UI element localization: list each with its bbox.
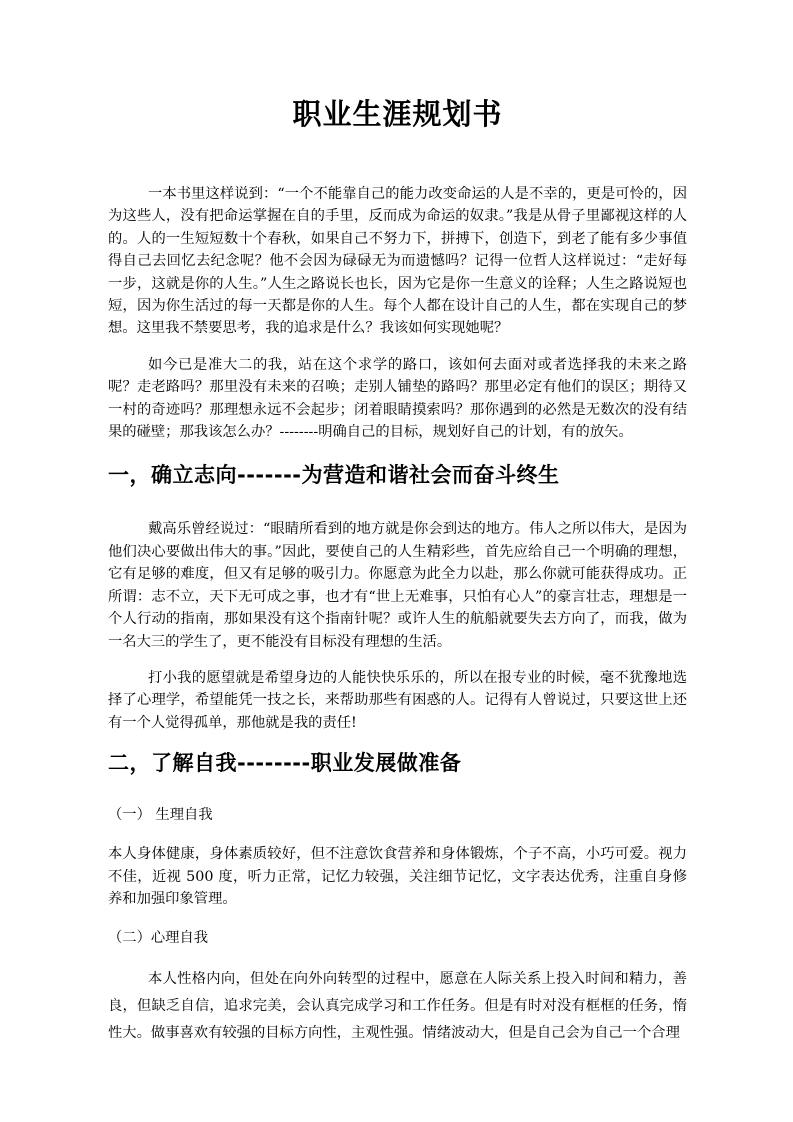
intro-paragraph-2: 如今已是准大二的我，站在这个求学的路口，该如何去面对或者选择我的未来之路呢？走老路吗？那里没有未来的召唤；走别人铺垫的路吗？那里必定有他们的误区；期待又一村的奇迹吗？那理想永远不会起步；闭着眼睛摸索吗？那你遇到的必然是无数次的没有结果的碰壁；那我该怎么办？--------明确自己的目标，规划好自己的计划，有的放矢。 [108,356,687,441]
section-1-heading: 一，确立志向-------为营造和谐社会而奋斗终生 [108,463,560,488]
section-1-paragraph-1: 戴高乐曾经说过：“眼睛所看到的地方就是你会到达的地方。伟人之所以伟大，是因为他们决心要做出伟大的事。”因此，要使自己的人生精彩些，首先应给自己一个明确的理想，它有足够的难度，但又有足够的吸引力。你愿意为此全力以赴，那么你就可能获得成功。正所谓：志不立，天下无可成之事，也才有“世上无难事，只怕有心人”的豪言壮志，理想是一个人行动的指南，那如果没有这个指南针呢？或许人生的航船就要失去方向了，而我，做为一名大三的学生了，更不能没有目标没有理想的生活。 [108,521,687,650]
section-1-paragraph-2: 打小我的愿望就是希望身边的人能快快乐乐的，所以在报专业的时候，毫不犹豫地选择了心理学，希望能凭一技之长，来帮助那些有困惑的人。记得有人曾说过，只要这世上还有一个人觉得孤单，那他就是我的责任! [108,669,687,731]
intro-paragraph-1: 一本书里这样说到：“一个不能靠自己的能力改变命运的人是不幸的，更是可怜的，因为这些人，没有把命运掌握在自的手里，反而成为命运的奴隶。”我是从骨子里鄙视这样的人的。人的一生短短数十个春秋，如果自己不努力下，拼搏下，创造下，到老了能有多少事值得自己去回忆去纪念呢？他不会因为碌碌无为而遗憾吗？记得一位哲人这样说过：“走好每一步，这就是你的人生。”人生之路说长也长，因为它是你一生意义的诠释；人生之路说短也短，因为你生活过的每一天都是你的人生。每个人都在设计自己的人生，都在实现自己的梦想。这里我不禁要思考，我的追求是什么？我该如何实现她呢？ [108,186,687,337]
subsection-1-body: 本人身体健康，身体素质较好，但不注意饮食营养和身体锻炼，个子不高，小巧可爱。视力不佳，近视 500 度，听力正常，记忆力较强，关注细节记忆，文字表达优秀，注重自身修养和加强印象管理。 [108,846,687,907]
document-title: 职业生涯规划书 [292,97,503,131]
subsection-2-label: （二）心理自我 [108,930,209,947]
section-2-heading: 二，了解自我--------职业发展做准备 [108,751,462,776]
subsection-1-label: （一） 生理自我 [108,807,213,824]
subsection-2-body: 本人性格内向，但处在向外向转型的过程中，愿意在人际关系上投入时间和精力，善良，但缺乏自信，追求完美，会认真完成学习和工作任务。但是有时对没有框框的任务，惰性大。做事喜欢有较强的目标方向性，主观性强。情绪波动大，但是自己会为自己一个合理 [108,971,687,1042]
